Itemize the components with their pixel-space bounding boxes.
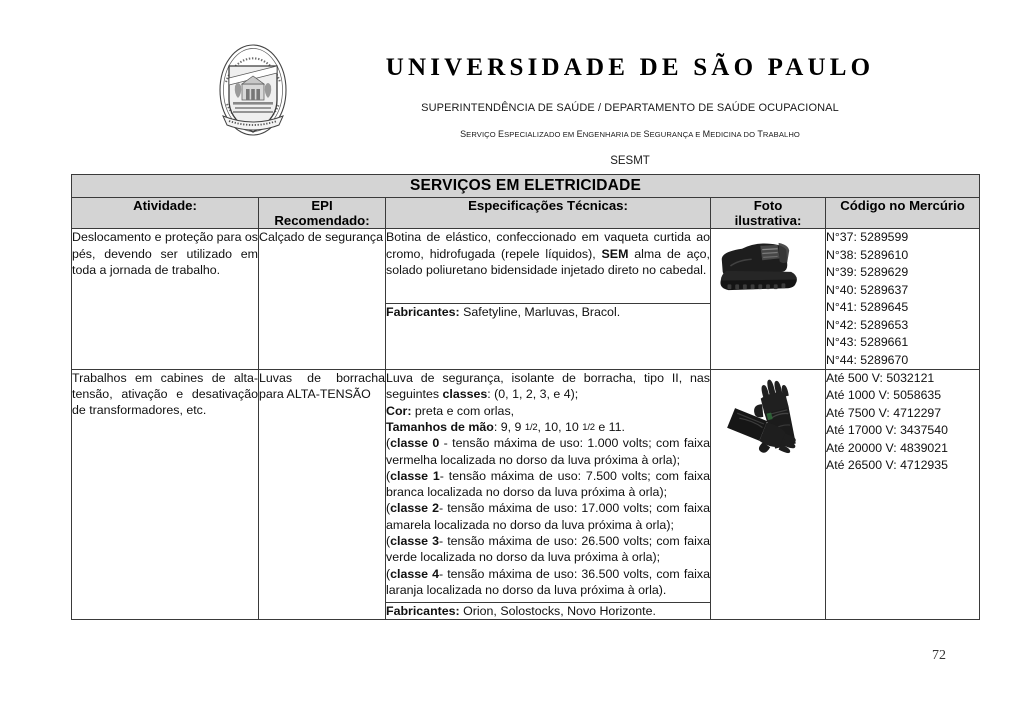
row2-tamanhos-frac1: 1/2	[524, 421, 538, 433]
row2-cor-label: Cor:	[386, 403, 412, 418]
row2-classe2-text: - tensão máxima de uso: 17.000 volts; com faixa amarela localizada no dorso da luva próxima à orla);	[386, 501, 710, 532]
row2-classe4-label: classe 4	[390, 566, 440, 581]
row1-codigo-item: N°41: 5289645	[826, 300, 909, 315]
row2-classe1-open: (	[386, 468, 391, 483]
sesmt-expansion-s3b: NGENHARIA DE	[582, 130, 644, 139]
row2-tamanhos-mid: , 10, 10	[537, 419, 583, 434]
row1-spec-bold-sem: SEM	[601, 246, 629, 261]
row1-spec-part1: Botina de elástico, confeccionado em vaqueta curtida ao cromo, hidrofugada (repele líquidos),	[386, 230, 710, 261]
superintendence-line: SUPERINTENDÊNCIA DE SAÚDE / DEPARTAMENTO DE SAÚDE OCUPACIONAL	[421, 102, 839, 114]
row1-codigo-item: N°39: 5289629	[826, 265, 909, 280]
table-title-row	[72, 175, 980, 198]
row1-codigo-item: N°42: 5289653	[826, 317, 909, 332]
column-header-foto-line1: Foto	[753, 198, 783, 213]
row2-codigo-item: Até 17000 V: 3437540	[826, 423, 948, 438]
sesmt-acronym: SESMT	[610, 155, 650, 167]
sesmt-expansion-s1b: ERVIÇO	[466, 130, 498, 139]
table-row	[72, 369, 980, 619]
document-header	[0, 34, 1024, 167]
row2-classe4-text: - tensão máxima de uso: 36.500 volts, com faixa laranja localizada no dorso da luva próxima à orla).	[386, 566, 710, 598]
row2-classe0-text: - tensão máxima de uso: 1.000 volts; com faixa vermelha localizada no dorso da luva próxima à orla);	[386, 436, 710, 467]
row2-codigo-item: Até 500 V: 5032121	[826, 370, 935, 385]
row2-tamanhos-post: e 11.	[594, 419, 625, 434]
row2-classe3-open: (	[386, 534, 391, 549]
row1-atividade: Deslocamento e proteção para os pés, devendo ser utilizado em toda a jornada de trabalho.	[72, 229, 259, 370]
row2-especificacoes-cell	[386, 369, 711, 619]
row1-epi: Calçado de segurança	[259, 229, 386, 370]
sesmt-expansion-s1: S	[460, 129, 467, 139]
column-header-epi	[259, 198, 386, 229]
column-header-foto	[711, 198, 826, 229]
row1-spec-part2: alma de aço, solado poliuretano bidensidade injetado direto no cabedal.	[386, 246, 710, 277]
row1-codigo-item: N°38: 5289610	[826, 247, 909, 262]
row1-photo-cell	[711, 229, 826, 370]
row2-atividade: Trabalhos em cabines de alta-tensão, ativação e desativação de transformadores, etc.	[72, 369, 259, 619]
row1-codigos	[826, 229, 980, 370]
row2-classe2-open: (	[386, 501, 391, 516]
row2-classe3-label: classe 3	[390, 534, 440, 549]
row1-spec-body	[386, 229, 710, 304]
row2-spec-bold-classes: classes	[442, 387, 488, 402]
row2-classe1-text: - tensão máxima de uso: 7.500 volts; com faixa branca localizada no dorso da luva próxima à orla);	[386, 468, 710, 500]
row1-fabricantes-label: Fabricantes:	[386, 305, 460, 320]
row2-classe3-text: - tensão máxima de uso: 26.500 volts; com faixa verde localizada no dorso da luva próxima à orla);	[386, 534, 710, 565]
sesmt-expansion-s6: T	[757, 129, 763, 139]
safety-boot-photo	[715, 229, 821, 305]
column-header-foto-line2: ilustrativa:	[734, 213, 802, 229]
page-number: 72	[932, 648, 946, 663]
row2-codigo-item: Até 26500 V: 4712935	[826, 458, 948, 473]
row2-fabricantes-value: Orion, Solostocks, Novo Horizonte.	[459, 603, 656, 618]
row1-codigo-item: N°40: 5289637	[826, 282, 909, 297]
epi-specifications-table	[71, 174, 980, 620]
row2-photo-cell	[711, 369, 826, 619]
row1-fabricantes-value: Safetyline, Marluvas, Bracol.	[459, 305, 621, 320]
row1-codigo-item: N°44: 5289670	[826, 352, 909, 367]
column-header-codigo: Código no Mercúrio	[826, 198, 980, 229]
row2-spec-intro-tail: : (0, 1, 2, 3, e 4);	[487, 387, 579, 402]
row2-fabricantes	[386, 602, 710, 619]
row2-epi: Luvas de borracha para ALTA-TENSÃO	[259, 369, 386, 619]
row2-classe0-label: classe 0	[390, 436, 440, 451]
row2-tamanhos-frac2: 1/2	[582, 421, 595, 433]
row2-tamanhos-pre: : 9, 9	[493, 419, 525, 434]
sesmt-expansion-s2b: SPECIALIZADO EM	[504, 130, 577, 139]
column-header-epi-line2: Recomendado:	[274, 213, 370, 229]
row1-especificacoes-cell	[386, 229, 711, 370]
sesmt-expansion-s2: E	[497, 129, 505, 139]
row2-tamanhos-label: Tamanhos de mão	[386, 419, 494, 434]
sesmt-expansion-s5b: EDICINA DO	[710, 130, 758, 139]
sesmt-expansion-s3: E	[576, 129, 583, 139]
row2-fabricantes-label: Fabricantes:	[386, 603, 460, 618]
row2-codigo-item: Até 7500 V: 4712297	[826, 405, 942, 420]
column-header-especificacoes: Especificações Técnicas:	[386, 198, 711, 229]
specialized-service-line	[300, 129, 960, 139]
sesmt-expansion-s4b: EGURANÇA E	[649, 130, 703, 139]
row1-fabricantes	[386, 304, 710, 321]
sesmt-expansion-s4: S	[643, 129, 650, 139]
row1-codigo-item: N°43: 5289661	[826, 335, 909, 350]
row2-classe2-label: classe 2	[390, 501, 440, 516]
sesmt-expansion-s6b: RABALHO	[762, 130, 800, 139]
row2-codigo-item: Até 20000 V: 4839021	[826, 440, 948, 455]
row2-codigos	[826, 369, 980, 619]
row2-cor-value: preta e com orlas,	[411, 403, 515, 418]
table-header-row	[72, 198, 980, 229]
university-title: UNIVERSIDADE DE SÃO PAULO	[385, 54, 875, 81]
usp-crest-logo	[215, 42, 291, 138]
header-text-block	[300, 34, 960, 167]
column-header-epi-line1: EPI	[311, 198, 333, 213]
insulating-gloves-photo	[715, 370, 821, 460]
sesmt-expansion-s5: M	[702, 129, 711, 139]
table-row	[72, 229, 980, 370]
row2-codigo-item: Até 1000 V: 5058635	[826, 388, 942, 403]
table-title: SERVIÇOS EM ELETRICIDADE	[72, 175, 980, 198]
column-header-atividade: Atividade:	[72, 198, 259, 229]
row2-classe1-label: classe 1	[390, 468, 440, 483]
row2-classe0-open: (	[386, 436, 391, 451]
row1-codigo-item: N°37: 5289599	[826, 230, 909, 245]
row2-spec-intro: Luva de segurança, isolante de borracha, tipo II, nas seguintes	[386, 370, 710, 402]
row2-spec-body	[386, 370, 710, 603]
row2-classe4-open: (	[386, 566, 391, 581]
